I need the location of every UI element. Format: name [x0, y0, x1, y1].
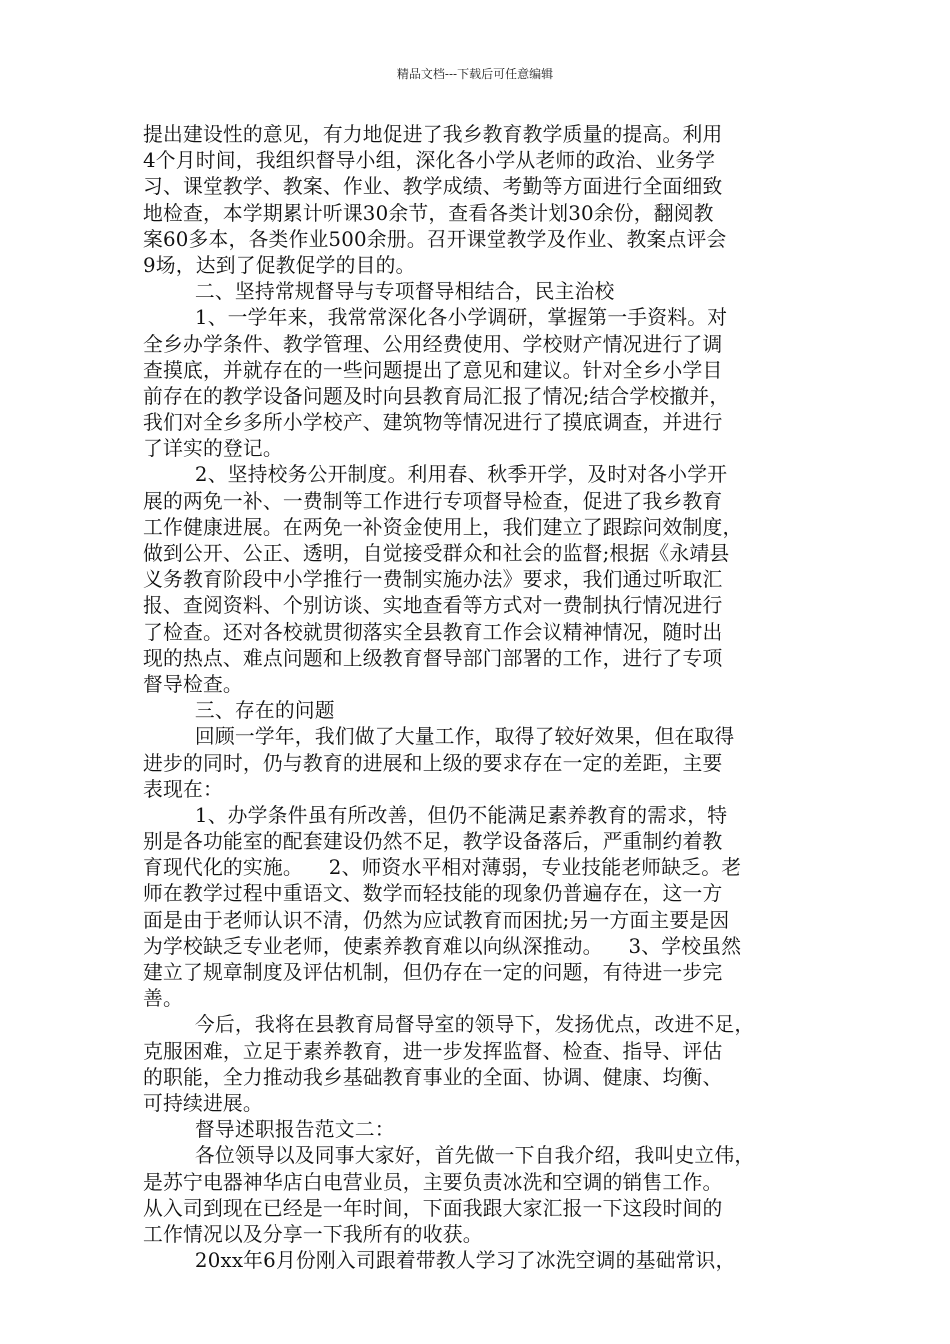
text-line: 展的两免一补、一费制等工作进行专项督导检查，促进了我乡教育 — [143, 489, 723, 513]
text-line: 1、一学年来，我常常深化各小学调研，掌握第一手资料。对 — [143, 306, 728, 330]
text-line: 督导检查。 — [143, 672, 243, 696]
text-line: 4个月时间，我组织督导小组，深化各小学从老师的政治、业务学 — [143, 149, 716, 173]
section-heading: 三、存在的问题 — [143, 699, 335, 723]
text-line: 是苏宁电器神华店白电营业员，主要负责冰洗和空调的销售工作。 — [143, 1170, 723, 1194]
text-line: 各位领导以及同事大家好，首先做一下自我介绍，我叫史立伟， — [143, 1144, 755, 1168]
text-line: 工作情况以及分享一下我所有的收获。 — [143, 1222, 483, 1246]
text-line: 地检查，本学期累计听课30余节，查看各类计划30余份，翻阅教 — [143, 201, 714, 225]
document-body — [143, 122, 811, 1274]
text-line: 了详实的登记。 — [143, 437, 283, 461]
text-line: 我们对全乡多所小学校产、建筑物等情况进行了摸底调查，并进行 — [143, 411, 723, 435]
text-line: 面是由于老师认识不清，仍然为应试教育而困扰;另一方面主要是因 — [143, 908, 730, 932]
text-line: 今后，我将在县教育局督导室的领导下，发扬优点，改进不足， — [143, 1013, 755, 1037]
text-line: 20xx年6月份刚入司跟着带教人学习了冰洗空调的基础常识， — [143, 1249, 736, 1273]
text-line: 1、办学条件虽有所改善，但仍不能满足素养教育的需求，特 — [143, 803, 728, 827]
text-line: 全乡办学条件、教学管理、公用经费使用、学校财产情况进行了调 — [143, 332, 723, 356]
text-line: 2、坚持校务公开制度。利用春、秋季开学，及时对各小学开 — [143, 463, 728, 487]
text-line: 了检查。还对各校就贯彻落实全县教育工作会议精神情况，随时出 — [143, 620, 723, 644]
text-line: 建立了规章制度及评估机制，但仍存在一定的问题，有待进一步完 — [143, 961, 723, 984]
text-line: 工作健康进展。在两免一补资金使用上，我们建立了跟踪问效制度， — [143, 515, 743, 539]
text-line: 从入司到现在已经是一年时间，下面我跟大家汇报一下这段时间的 — [143, 1196, 723, 1220]
section-heading: 督导述职报告范文二： — [143, 1118, 395, 1142]
text-line: 别是各功能室的配套建设仍然不足，教学设备落后，严重制约着教 — [143, 830, 723, 854]
page-header: 精品文档---下载后可任意编辑 — [396, 67, 554, 81]
text-line: 回顾一学年，我们做了大量工作，取得了较好效果，但在取得 — [143, 725, 735, 749]
section-heading: 二、坚持常规督导与专项督导相结合，民主治校 — [143, 280, 615, 304]
text-line: 育现代化的实施。 2、师资水平相对薄弱，专业技能老师缺乏。老 — [143, 856, 742, 880]
text-line: 师在教学过程中重语文、数学而轻技能的现象仍普遍存在，这一方 — [143, 882, 723, 906]
text-line: 案60多本，各类作业500余册。召开课堂教学及作业、教案点评会 — [143, 227, 727, 251]
text-line: 表现在： — [143, 777, 223, 801]
text-line: 做到公开、公正、透明，自觉接受群众和社会的监督;根据《永靖县 — [143, 542, 730, 565]
text-line: 报、查阅资料、个别访谈、实地查看等方式对一费制执行情况进行 — [143, 594, 723, 618]
text-line: 可持续进展。 — [143, 1091, 263, 1115]
text-line: 义务教育阶段中小学推行一费制实施办法》要求，我们通过听取汇 — [143, 568, 723, 592]
text-line: 善。 — [143, 987, 183, 1011]
text-line: 克服困难，立足于素养教育，进一步发挥监督、检查、指导、评估 — [143, 1039, 723, 1063]
text-line: 前存在的教学设备问题及时向县教育局汇报了情况;结合学校撤并， — [143, 384, 730, 408]
text-line: 查摸底，并就存在的一些问题提出了意见和建议。针对全乡小学目 — [143, 358, 723, 382]
text-line: 进步的同时，仍与教育的进展和上级的要求存在一定的差距，主要 — [143, 751, 723, 775]
text-line: 的职能，全力推动我乡基础教育事业的全面、协调、健康、均衡、 — [143, 1065, 723, 1089]
text-line: 为学校缺乏专业老师，使素养教育难以向纵深推动。 3、学校虽然 — [143, 934, 742, 958]
text-line: 提出建设性的意见，有力地促进了我乡教育教学质量的提高。利用 — [143, 123, 723, 146]
text-line: 习、课堂教学、教案、作业、教学成绩、考勤等方面进行全面细致 — [143, 175, 723, 199]
text-line: 现的热点、难点问题和上级教育督导部门部署的工作，进行了专项 — [143, 646, 723, 670]
text-line: 9场，达到了促教促学的目的。 — [143, 253, 416, 277]
